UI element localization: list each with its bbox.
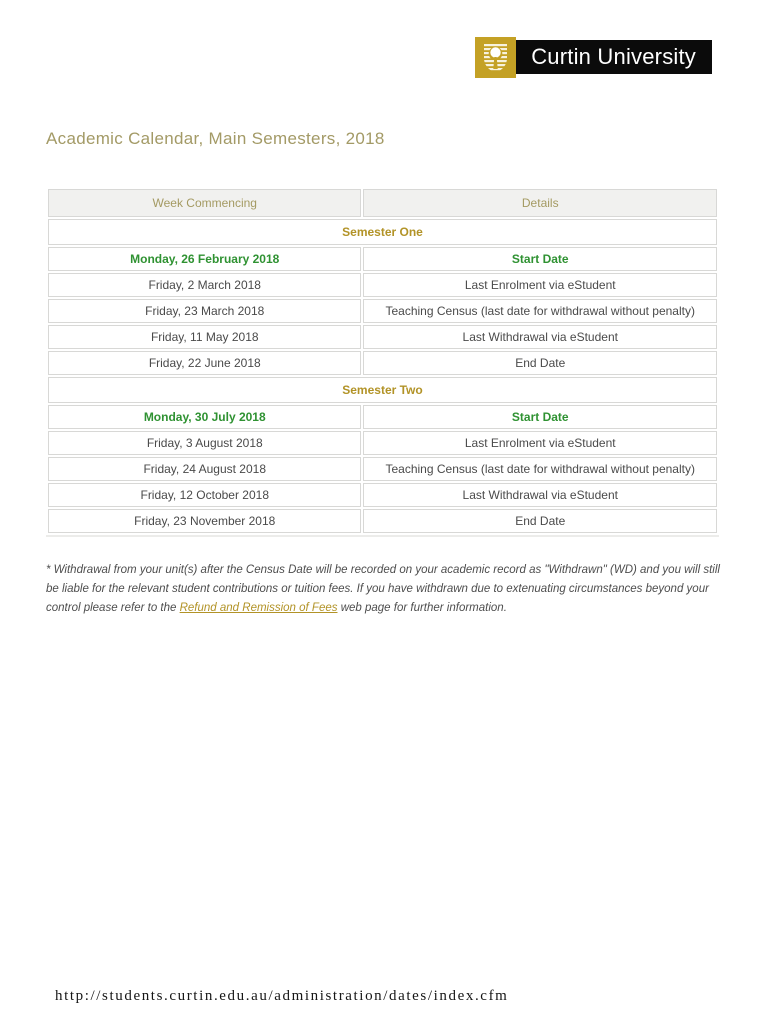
week-commencing-cell: Friday, 23 March 2018 [48, 299, 361, 323]
details-cell: Teaching Census (last date for withdrawal without penalty) [363, 299, 717, 323]
table-row [48, 431, 717, 455]
semester-title: Semester Two [48, 377, 717, 403]
page-title: Academic Calendar, Main Semesters, 2018 [46, 129, 385, 148]
table-row [48, 483, 717, 507]
column-header-week-commencing: Week Commencing [48, 189, 361, 217]
table-row [48, 351, 717, 375]
details-cell: Last Withdrawal via eStudent [363, 483, 717, 507]
refund-remission-link[interactable]: Refund and Remission of Fees [179, 602, 338, 614]
details-cell: Last Enrolment via eStudent [363, 431, 717, 455]
table-header-row [48, 189, 717, 217]
week-commencing-cell: Friday, 24 August 2018 [48, 457, 361, 481]
details-cell: End Date [363, 351, 717, 375]
header [0, 0, 768, 77]
column-header-details: Details [363, 189, 717, 217]
table-row [48, 405, 717, 429]
footnote-text-before: * Withdrawal from your unit(s) after the Census Date will be recorded on your academic record as "Withdrawn" (WD) and you will still be liable for the relevant student contributions or tuition fees. If you have withdrawn due to extenuating circumstances beyond your control please refer to the [46, 564, 720, 614]
details-cell: Last Withdrawal via eStudent [363, 325, 717, 349]
source-url: http://students.curtin.edu.au/administration/dates/index.cfm [55, 988, 509, 1004]
week-commencing-cell: Friday, 12 October 2018 [48, 483, 361, 507]
week-commencing-cell: Friday, 11 May 2018 [48, 325, 361, 349]
week-commencing-cell: Monday, 26 February 2018 [48, 247, 361, 271]
week-commencing-cell: Friday, 3 August 2018 [48, 431, 361, 455]
semester-title: Semester One [48, 219, 717, 245]
table-row [48, 273, 717, 297]
table-row [48, 299, 717, 323]
week-commencing-cell: Friday, 22 June 2018 [48, 351, 361, 375]
details-cell: End Date [363, 509, 717, 533]
table-row [48, 457, 717, 481]
details-cell: Teaching Census (last date for withdrawal without penalty) [363, 457, 717, 481]
semester-section-row [48, 377, 717, 403]
details-cell: Start Date [363, 247, 717, 271]
curtin-shield-icon [475, 37, 516, 78]
table-row [48, 247, 717, 271]
week-commencing-cell: Monday, 30 July 2018 [48, 405, 361, 429]
curtin-university-logo [475, 37, 712, 78]
week-commencing-cell: Friday, 2 March 2018 [48, 273, 361, 297]
table-row [48, 325, 717, 349]
academic-calendar-table [46, 187, 719, 537]
week-commencing-cell: Friday, 23 November 2018 [48, 509, 361, 533]
table-row [48, 509, 717, 533]
footnote-text-after: web page for further information. [337, 602, 507, 614]
details-cell: Last Enrolment via eStudent [363, 273, 717, 297]
logo-brand-text: Curtin University [516, 40, 712, 74]
withdrawal-footnote [46, 561, 722, 618]
semester-section-row [48, 219, 717, 245]
details-cell: Start Date [363, 405, 717, 429]
